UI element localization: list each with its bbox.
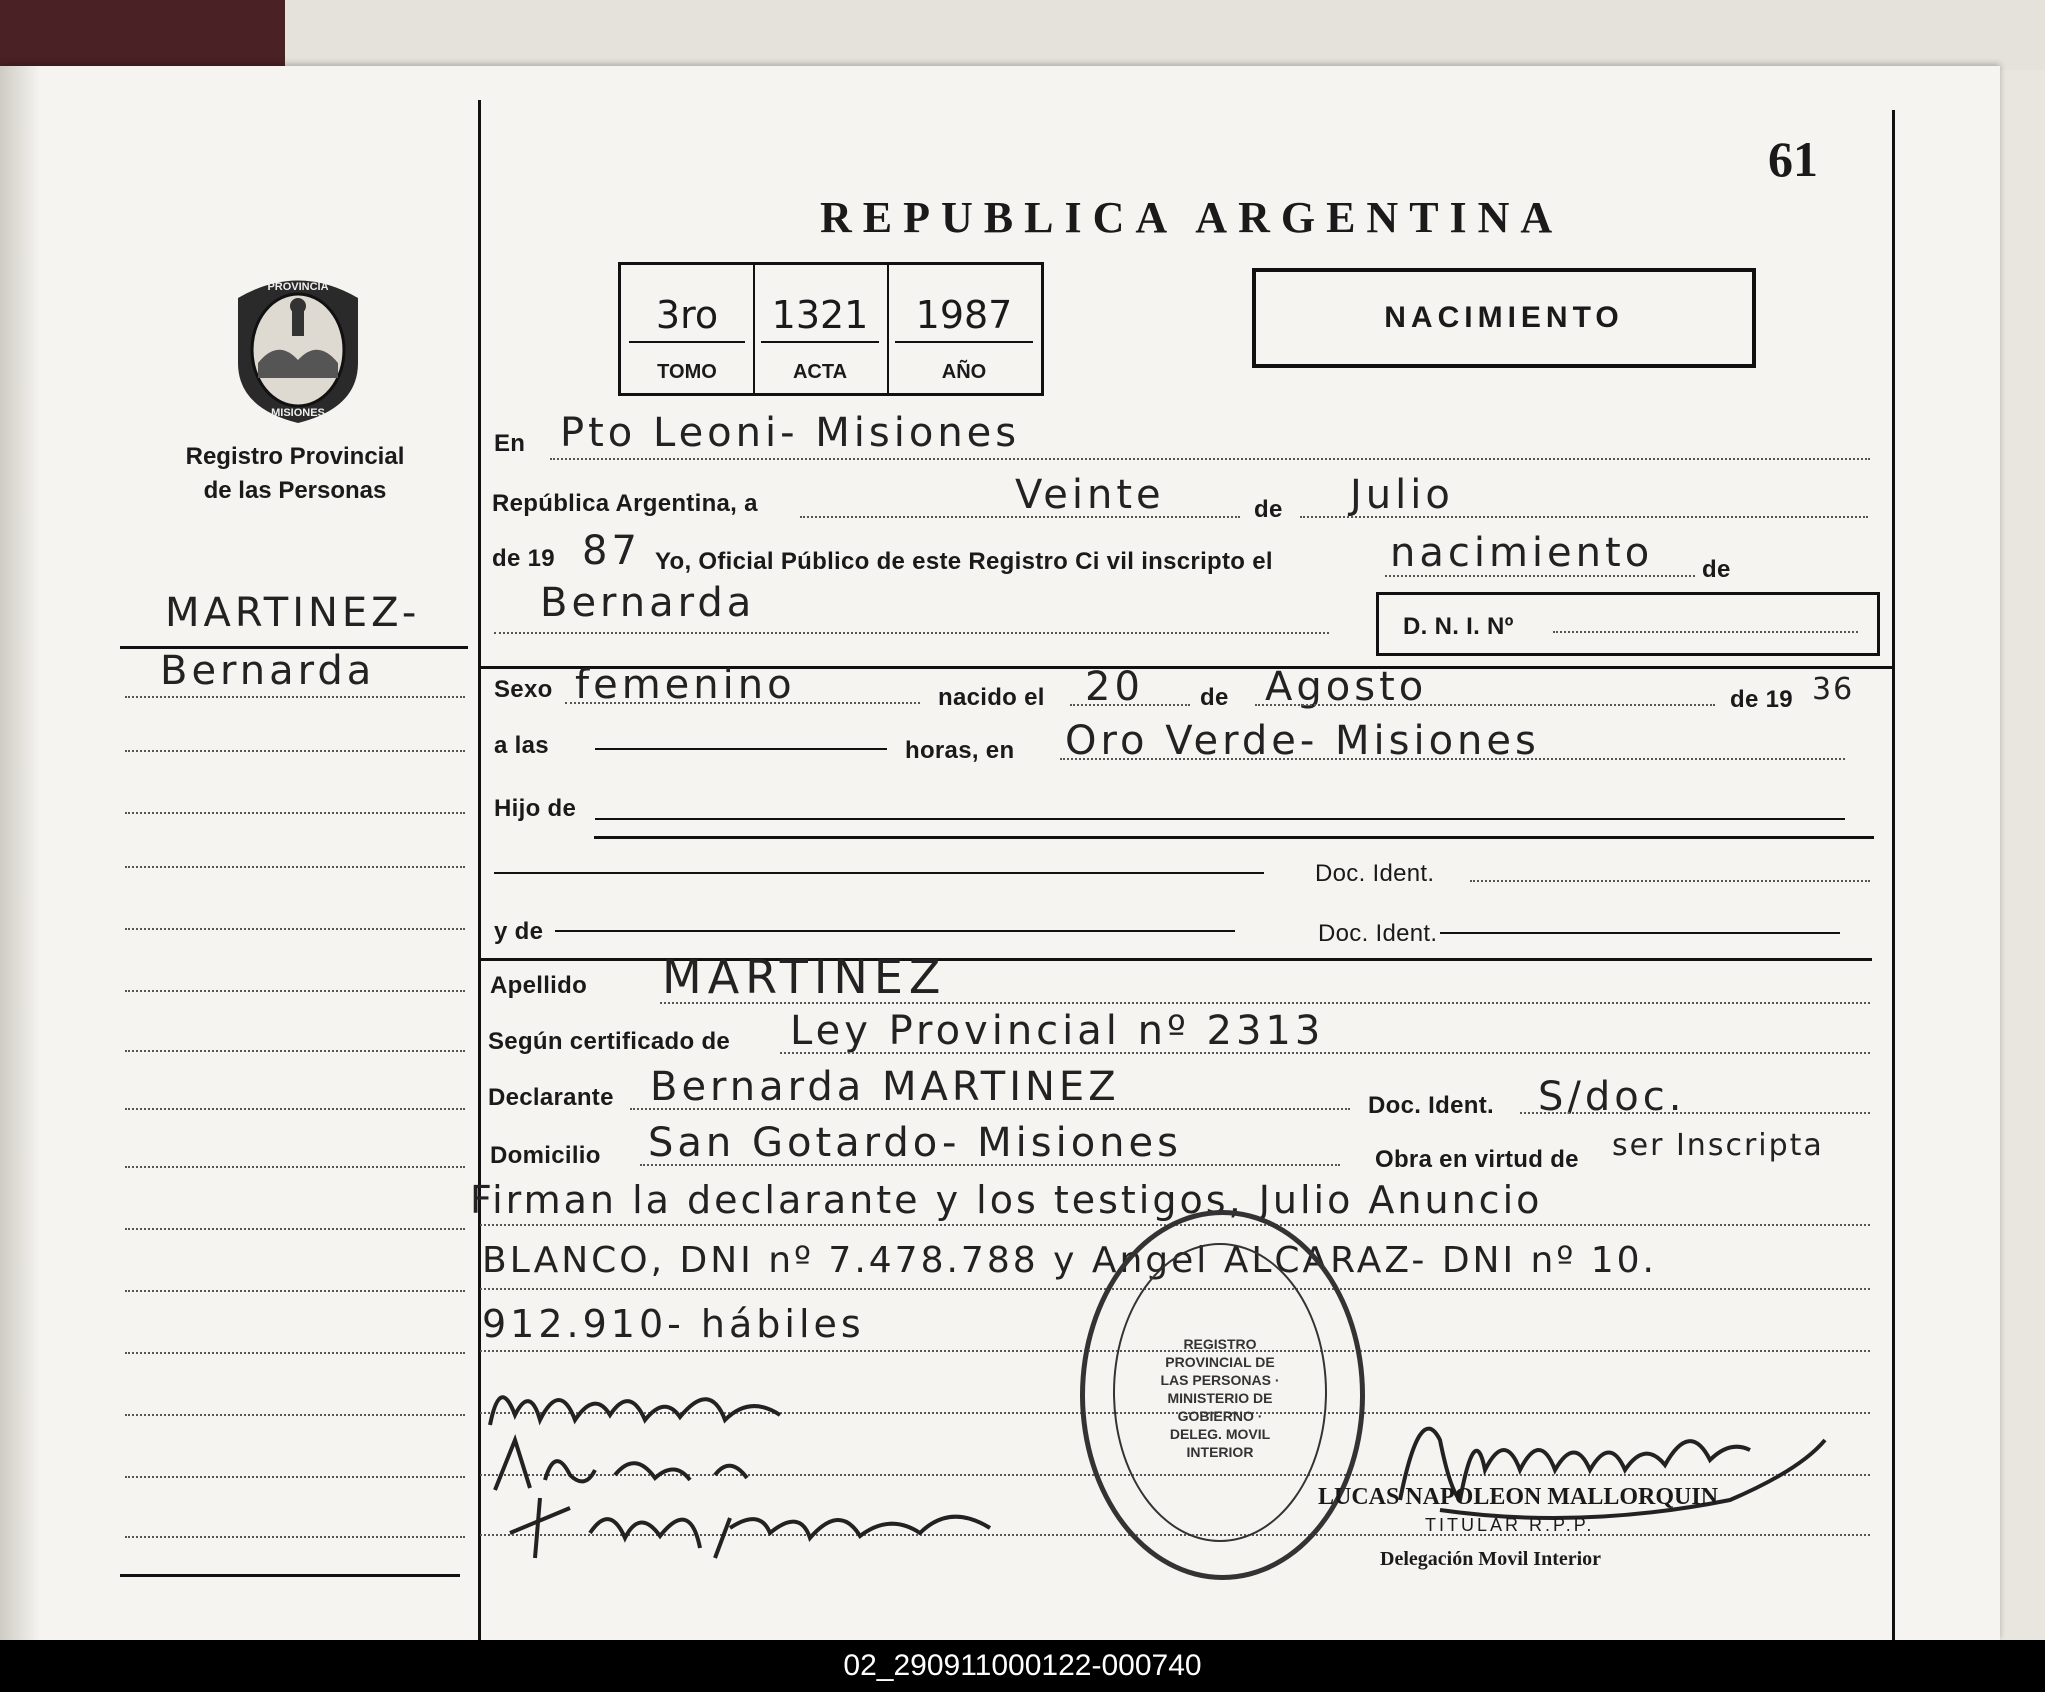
label-sexo: Sexo — [494, 676, 553, 703]
value-line-1: Firman la declarante y los testigos, Julio Anuncio — [470, 1178, 1543, 1222]
strike-doc-2 — [1440, 932, 1840, 934]
backdrop — [0, 0, 2045, 70]
value-inscripto: nacimiento — [1390, 530, 1654, 576]
anio-cell — [887, 265, 1041, 393]
value-obra: ser Inscripta — [1612, 1128, 1824, 1163]
label-segun: Según certificado de — [488, 1028, 731, 1055]
value-sexo: femenino — [575, 662, 796, 708]
line-declarante — [630, 1108, 1350, 1110]
value-line-3: 912.910- hábiles — [482, 1302, 865, 1346]
value-en: Pto Leoni- Misiones — [560, 410, 1021, 456]
value-declarante: Bernarda MARTINEZ — [650, 1064, 1120, 1110]
margin-dots — [125, 1228, 465, 1230]
page-shade — [0, 66, 40, 1640]
acta-value: 1321 — [761, 293, 879, 343]
value-line-2: BLANCO, DNI nº 7.478.788 y Angel ALCARAZ- DNI nº 10. — [482, 1240, 1658, 1281]
label-doc-ident-1: Doc. Ident. — [1315, 860, 1435, 887]
margin-dots — [125, 990, 465, 992]
label-yo-oficial: Yo, Oficial Público de este Registro Ci vil inscripto el — [655, 548, 1273, 575]
label-doc-ident-3: Doc. Ident. — [1368, 1092, 1494, 1119]
value-day: Veinte — [1015, 472, 1165, 518]
value-dia-nac: 20 — [1085, 664, 1144, 710]
svg-text:PROVINCIA: PROVINCIA — [267, 281, 329, 293]
label-de-2: de — [1702, 556, 1731, 583]
signature-witness-2 — [500, 1478, 1060, 1568]
line-dni — [1553, 631, 1858, 633]
margin-dots — [125, 696, 465, 698]
label-dni: D. N. I. Nº — [1403, 613, 1514, 640]
label-y-de: y de — [494, 918, 544, 945]
label-nacido: nacido el — [938, 684, 1045, 711]
line-hora — [595, 748, 887, 750]
office-line-1: Registro Provincial — [185, 443, 405, 470]
official-title: TITULAR R.P.P. — [1425, 1515, 1595, 1535]
label-republica: República Argentina, a — [492, 490, 758, 517]
margin-dots — [125, 750, 465, 752]
tomo-value: 3ro — [629, 293, 745, 343]
value-nombre: Bernarda — [540, 580, 756, 626]
tomo-label: TOMO — [657, 361, 717, 383]
value-anio-nac: 36 — [1812, 672, 1855, 707]
registry-box — [618, 262, 1044, 396]
margin-dots — [125, 1108, 465, 1110]
tomo-cell — [621, 265, 755, 393]
label-obra: Obra en virtud de — [1375, 1146, 1579, 1173]
line-sexo — [565, 702, 920, 704]
label-domicilio: Domicilio — [490, 1142, 601, 1169]
line-nombre — [494, 632, 1329, 634]
margin-dots — [125, 1476, 465, 1478]
line-inscripto — [1385, 575, 1695, 577]
acta-label: ACTA — [792, 361, 848, 383]
rule-hijo — [594, 836, 1874, 839]
value-lugar: Oro Verde- Misiones — [1065, 718, 1540, 764]
margin-dots — [125, 1352, 465, 1354]
acta-cell — [753, 265, 889, 393]
svg-text:MISIONES: MISIONES — [271, 407, 325, 419]
dni-box — [1376, 592, 1880, 656]
margin-dots — [125, 1290, 465, 1292]
margin-dots — [125, 1050, 465, 1052]
book-binding — [0, 0, 285, 66]
value-domicilio: San Gotardo- Misiones — [648, 1120, 1182, 1166]
label-de-1: de — [1254, 496, 1283, 523]
margin-dots — [125, 1414, 465, 1416]
page-title: REPUBLICA ARGENTINA — [820, 193, 1564, 242]
margin-surname: MARTINEZ- — [165, 590, 421, 636]
line-dia-nac — [1070, 704, 1190, 706]
label-de-3: de — [1200, 684, 1229, 711]
office-line-2: de las Personas — [203, 477, 387, 504]
strike-madre — [555, 930, 1235, 932]
value-segun: Ley Provincial nº 2313 — [790, 1008, 1325, 1054]
line-segun — [780, 1052, 1870, 1054]
office-name — [150, 440, 440, 508]
label-doc-ident-2: Doc. Ident. — [1318, 920, 1438, 947]
value-apellido: MARTINEZ — [662, 950, 947, 1004]
stamp-text: REGISTRO PROVINCIAL DE LAS PERSONAS · MINISTERIO DE GOBIERNO · DELEG. MOVIL INTERIOR — [1160, 1336, 1280, 1460]
label-de-19: de 19 — [492, 545, 555, 572]
margin-dots — [125, 866, 465, 868]
label-de-19-nac: de 19 — [1730, 686, 1793, 713]
official-delegation: Delegación Movil Interior — [1380, 1548, 1602, 1570]
value-mes-nac: Agosto — [1265, 664, 1428, 710]
label-horas-en: horas, en — [905, 737, 1015, 764]
label-en: En — [494, 430, 526, 457]
value-month: Julio — [1350, 472, 1454, 518]
label-apellido: Apellido — [490, 972, 588, 999]
anio-value: 1987 — [895, 293, 1033, 343]
margin-dots — [125, 812, 465, 814]
provincial-crest-icon — [228, 268, 368, 426]
margin-name: Bernarda — [160, 648, 376, 694]
label-a-las: a las — [494, 732, 549, 759]
line-doc-3 — [1520, 1112, 1870, 1114]
margin-dots — [125, 928, 465, 930]
line-lugar — [1060, 758, 1845, 760]
value-doc-3: S/doc. — [1538, 1074, 1686, 1120]
official-stamp — [1080, 1210, 1365, 1580]
label-hijo-de: Hijo de — [494, 795, 577, 822]
right-rule — [1892, 110, 1895, 1640]
value-year: 87 — [582, 528, 641, 574]
line-doc-1 — [1470, 880, 1870, 882]
anio-label: AÑO — [941, 361, 987, 383]
page-number: 61 — [1768, 131, 1818, 187]
margin-rule-bottom — [120, 1574, 460, 1577]
strike-padre — [494, 872, 1264, 874]
label-declarante: Declarante — [488, 1084, 614, 1111]
margin-dots — [125, 1536, 465, 1538]
official-name: LUCAS NAPOLEON MALLORQUIN — [1318, 1484, 1719, 1510]
line-mes-nac — [1255, 704, 1715, 706]
margin-dots — [125, 1166, 465, 1168]
file-code-footer: 02_290911000122-000740 — [0, 1640, 2045, 1692]
record-type-box: NACIMIENTO — [1252, 268, 1756, 368]
line-apellido — [660, 1002, 1870, 1004]
line-domicilio — [640, 1164, 1340, 1166]
line-en — [550, 458, 1870, 460]
strike-hijo — [595, 818, 1845, 820]
